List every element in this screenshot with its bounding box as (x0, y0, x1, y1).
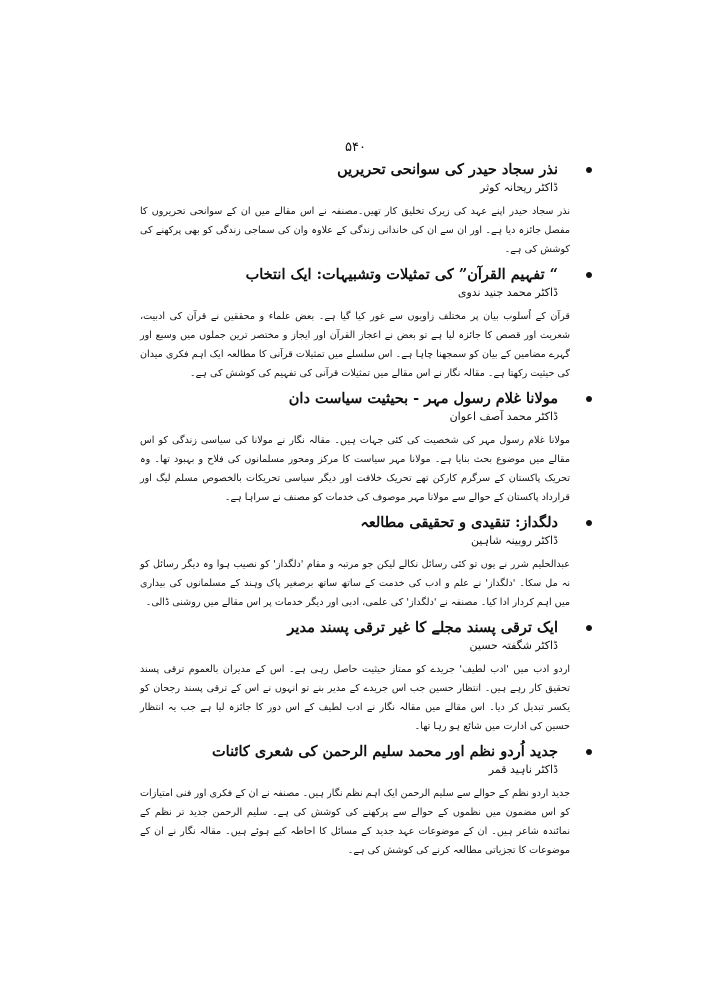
bullet-icon (586, 520, 592, 526)
entry-title-text: ایک ترقی پسند مجلے کا غیر ترقی پسند مدیر (287, 619, 558, 636)
entry-title (140, 160, 570, 180)
page-number: ۵۴۰ (345, 140, 366, 155)
entry-title (140, 389, 570, 409)
entry-author: ڈاکٹر شگفتہ حسین (469, 639, 558, 652)
entry-title (140, 265, 570, 285)
entry-author: ڈاکٹر ناہید قمر (488, 763, 558, 776)
bullet-icon (586, 749, 592, 755)
entry-title-text: جدید اُردو نظم اور محمد سلیم الرحمن کی شعری کائنات (212, 743, 558, 760)
entry (140, 618, 570, 736)
entry-author: ڈاکٹر ریحانہ کوثر (480, 181, 558, 194)
entry (140, 389, 570, 507)
entry-list (140, 160, 570, 864)
entry-author: ڈاکٹر روبینہ شاہین (470, 534, 558, 547)
entry (140, 160, 570, 259)
entry-author: ڈاکٹر محمد جنید ندوی (457, 286, 558, 299)
entry-title (140, 513, 570, 533)
entry (140, 513, 570, 612)
entry-title-text: دلگداز: تنقیدی و تحقیقی مطالعہ (360, 514, 558, 531)
bullet-icon (586, 396, 592, 402)
entry (140, 265, 570, 383)
entry-summary: جدید اردو نظم کے حوالے سے سلیم الرحمن ایک اہم نظم نگار ہیں۔ مصنفہ نے ان کے فکری اور فنی امتیازات کو اس مضمون میں نظموں کے حوالے سے پرکھنے کی کوشش کی ہے۔ سلیم الرحمن جدید تر نظم کے نمائندہ شاعر ہیں۔ ان کے موضوعات عہد جدید کے مسائل کا احاطہ کیے ہوئے ہیں۔ مقالہ نگار نے ان کے موضوعات کا تجزیاتی مطالعہ کرنے کی کوشش کی ہے۔ (140, 788, 570, 856)
entry-summary: عبدالحلیم شرر نے یوں تو کئی رسائل نکالے لیکن جو مرتبہ و مقام 'دلگداز' کو نصیب ہوا وہ دیگر رسائل کو نہ مل سکا۔ 'دلگداز' نے علم و ادب کی خدمت کے ساتھ ساتھ برصغیر پاک وہند کے مسلمانوں کی بیداری میں اہم کردار ادا کیا۔ مصنفہ نے 'دلگداز' کی علمی، ادبی اور دیگر خدمات پر اس مقالے میں روشنی ڈالی۔ (140, 559, 570, 608)
entry-title-text: مولانا غلام رسول مہر - بحیثیت سیاست دان (288, 390, 558, 407)
entry-title-text: نذر سجاد حیدر کی سوانحی تحریریں (337, 161, 558, 178)
entry-summary: مولانا غلام رسول مہر کی شخصیت کی کئی جہات ہیں۔ مقالہ نگار نے مولانا کی سیاسی زندگی کو اس مقالے میں موضوع بحث بنایا ہے۔ مولانا مہر سیاست کا مرکز ومحور مسلمانوں کی فلاح و بہبود تھا۔ وہ تحریک پاکستان کے سرگرم کارکن تھے تحریک خلافت اور دیگر سیاسی تحریکات بالخصوص مسلم لیگ اور قرارداد پاکستان کے حوالے سے مولانا مہر موصوف کی خدمات کو مصنف نے سراہا ہے۔ (140, 435, 570, 503)
bullet-icon (586, 272, 592, 278)
entry-title (140, 618, 570, 638)
entry-title-text: “ تفہیم القرآن” کی تمثیلات وتشبیہات: ایک انتخاب (245, 266, 558, 283)
entry-title (140, 742, 570, 762)
bullet-icon (586, 167, 592, 173)
entry-summary: اردو ادب میں 'ادب لطیف' جریدے کو ممتاز حیثیت حاصل رہی ہے۔ اس کے مدیران بالعموم ترقی پسند تحقیق کار رہے ہیں۔ انتظار حسین جب اس جریدے کے مدیر بنے تو انہوں نے اس کے ترقی پسند رجحان کو یکسر تبدیل کر دیا۔ اس مقالے میں مقالہ نگار نے ادب لطیف کے اس دور کا جائزہ لیا ہے جب یہ انتظار حسین کی ادارت میں شائع ہو رہا تھا۔ (140, 664, 570, 732)
entry (140, 742, 570, 860)
entry-author: ڈاکٹر محمد آصف اعوان (449, 410, 558, 423)
bullet-icon (586, 625, 592, 631)
entry-summary: قرآن کے اُسلوب بیان پر مختلف زاویوں سے غور کیا گیا ہے۔ بعض علماء و محققین نے قرآن کی ادبیت، شعریت اور قصص کا جائزہ لیا ہے تو بعض نے اعجاز القرآن اور ایجاز و مختصر ترین جملوں میں وسیع اور گہرے مضامین کے بیان کو سمجھنا چاہا ہے۔ اس سلسلے میں تمثیلات قرآنی کا مطالعہ ایک اہم فکری میدان کی حیثیت رکھتا ہے۔ مقالہ نگار نے اس مقالے میں تمثیلات قرآنی کی تفہیم کی کوشش کی ہے۔ (140, 311, 570, 379)
entry-summary: نذر سجاد حیدر اپنے عہد کی زیرک تخلیق کار تھیں۔مصنفہ نے اس مقالے میں ان کے سوانحی تحریروں کا مفصل جائزہ دیا ہے۔ اور ان سے ان کی خاندانی زندگی کے علاوہ وان کی سماجی زندگی کو بھی پرکھنے کی کوشش کی ہے۔ (140, 206, 570, 255)
